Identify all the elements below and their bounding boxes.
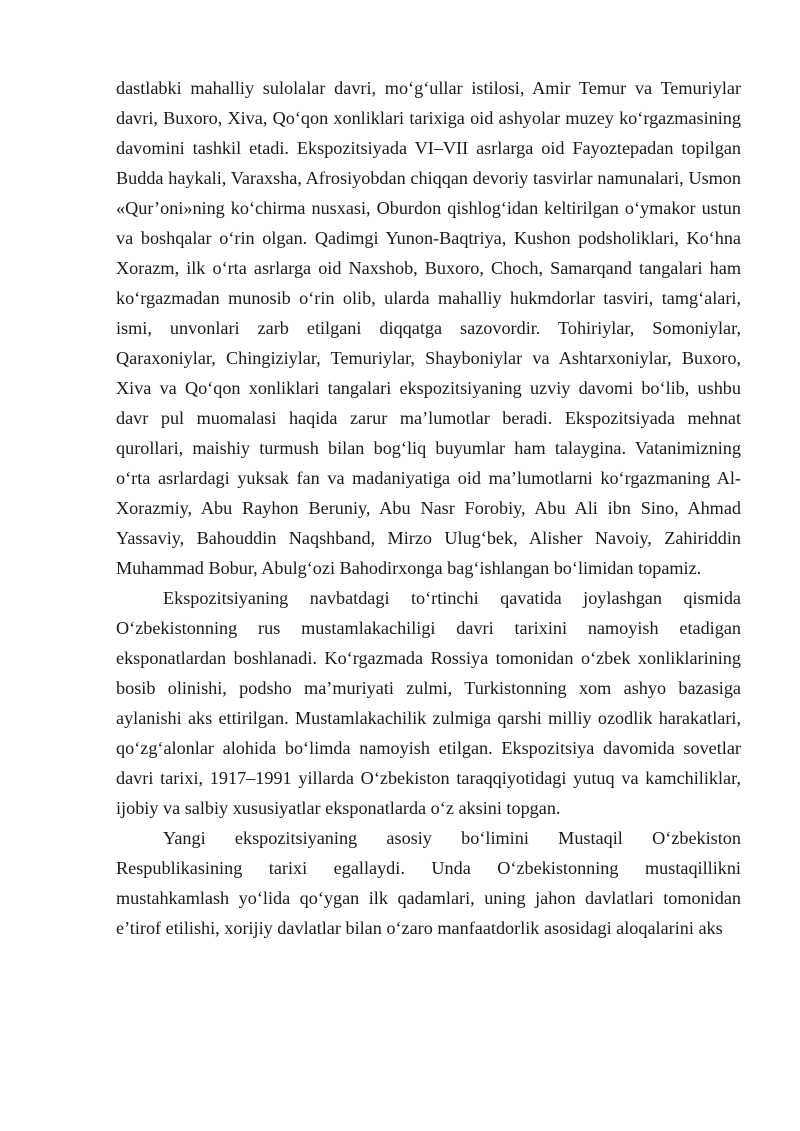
paragraph-1: dastlabki mahalliy sulolalar davri, mo‘g‘ullar istilosi, Amir Temur va Temuriylar davri, Buxoro, Xiva, Qo‘qon xonliklari tarixiga oid ashyolar muzey ko‘rgazmasining davomini tashkil etadi. Ekspozitsiyada VI–VII asrlarga oid Fayoztepadan topilgan Budda haykali, Varaxsha, Afrosiyobdan chiqqan devoriy tasvirlar namunalari, Usmon «Qur’oni»ning ko‘chirma nusxasi, Oburdon qishlog‘idan keltirilgan o‘ymakor ustun va boshqalar o‘rin olgan. Qadimgi Yunon-Baqtriya, Kushon podsholiklari, Ko‘hna Xorazm, ilk o‘rta asrlarga oid Naxshob, Buxoro, Choch, Samarqand tangalari ham ko‘rgazmadan munosib o‘rin olib, ularda mahalliy hukmdorlar tasviri, tamg‘alari, ismi, unvonlari zarb etilgani diqqatga sazovordir. Tohiriylar, Somoniylar, Qaraxoniylar, Chingiziylar, Temuriylar, Shayboniylar va Ashtarxoniylar, Buxoro, Xiva va Qo‘qon xonliklari tangalari ekspozitsiyaning uzviy davomi bo‘lib, ushbu davr pul muomalasi haqida zarur ma’lumotlar beradi. Ekspozitsiyada mehnat qurollari, maishiy turmush bilan bog‘liq buyumlar ham talaygina. Vatanimizning o‘rta asrlardagi yuksak fan va madaniyatiga oid ma’lumotlarni ko‘rgazmaning Al-Xorazmiy, Abu Rayhon Beruniy, Abu Nasr Forobiy, Abu Ali ibn Sino, Ahmad Yassaviy, Bahouddin Naqshband, Mirzo Ulug‘bek, Alisher Navoiy, Zahiriddin Muhammad Bobur, Abulg‘ozi Bahodirxonga bag‘ishlangan bo‘limidan topamiz. bbox=[116, 78, 741, 578]
paragraph-3: Yangi ekspozitsiyaning asosiy bo‘limini Mustaqil O‘zbekiston Respublikasining tarixi egallaydi. Unda O‘zbekistonning mustaqillikni mustahkamlash yo‘lida qo‘ygan ilk qadamlari, uning jahon davlatlari tomonidan e’tirof etilishi, xorijiy davlatlar bilan o‘zaro manfaatdorlik asosidagi aloqalarini aks bbox=[116, 828, 741, 938]
paragraph-2: Ekspozitsiyaning navbatdagi to‘rtinchi qavatida joylashgan qismida O‘zbekistonning rus mustamlakachiligi davri tarixini namoyish etadigan eksponatlardan boshlanadi. Ko‘rgazmada Rossiya tomonidan o‘zbek xonliklarining bosib olinishi, podsho ma’muriyati zulmi, Turkistonning xom ashyo bazasiga aylanishi aks ettirilgan. Mustamlakachilik zulmiga qarshi milliy ozodlik harakatlari, qo‘zg‘alonlar alohida bo‘limda namoyish etilgan. Ekspozitsiya davomida sovetlar davri tarixi, 1917–1991 yillarda O‘zbekiston taraqqiyotidagi yutuq va kamchiliklar, ijobiy va salbiy xususiyatlar eksponatlarda o‘z aksini topgan. bbox=[116, 588, 741, 818]
body-text bbox=[116, 73, 741, 943]
